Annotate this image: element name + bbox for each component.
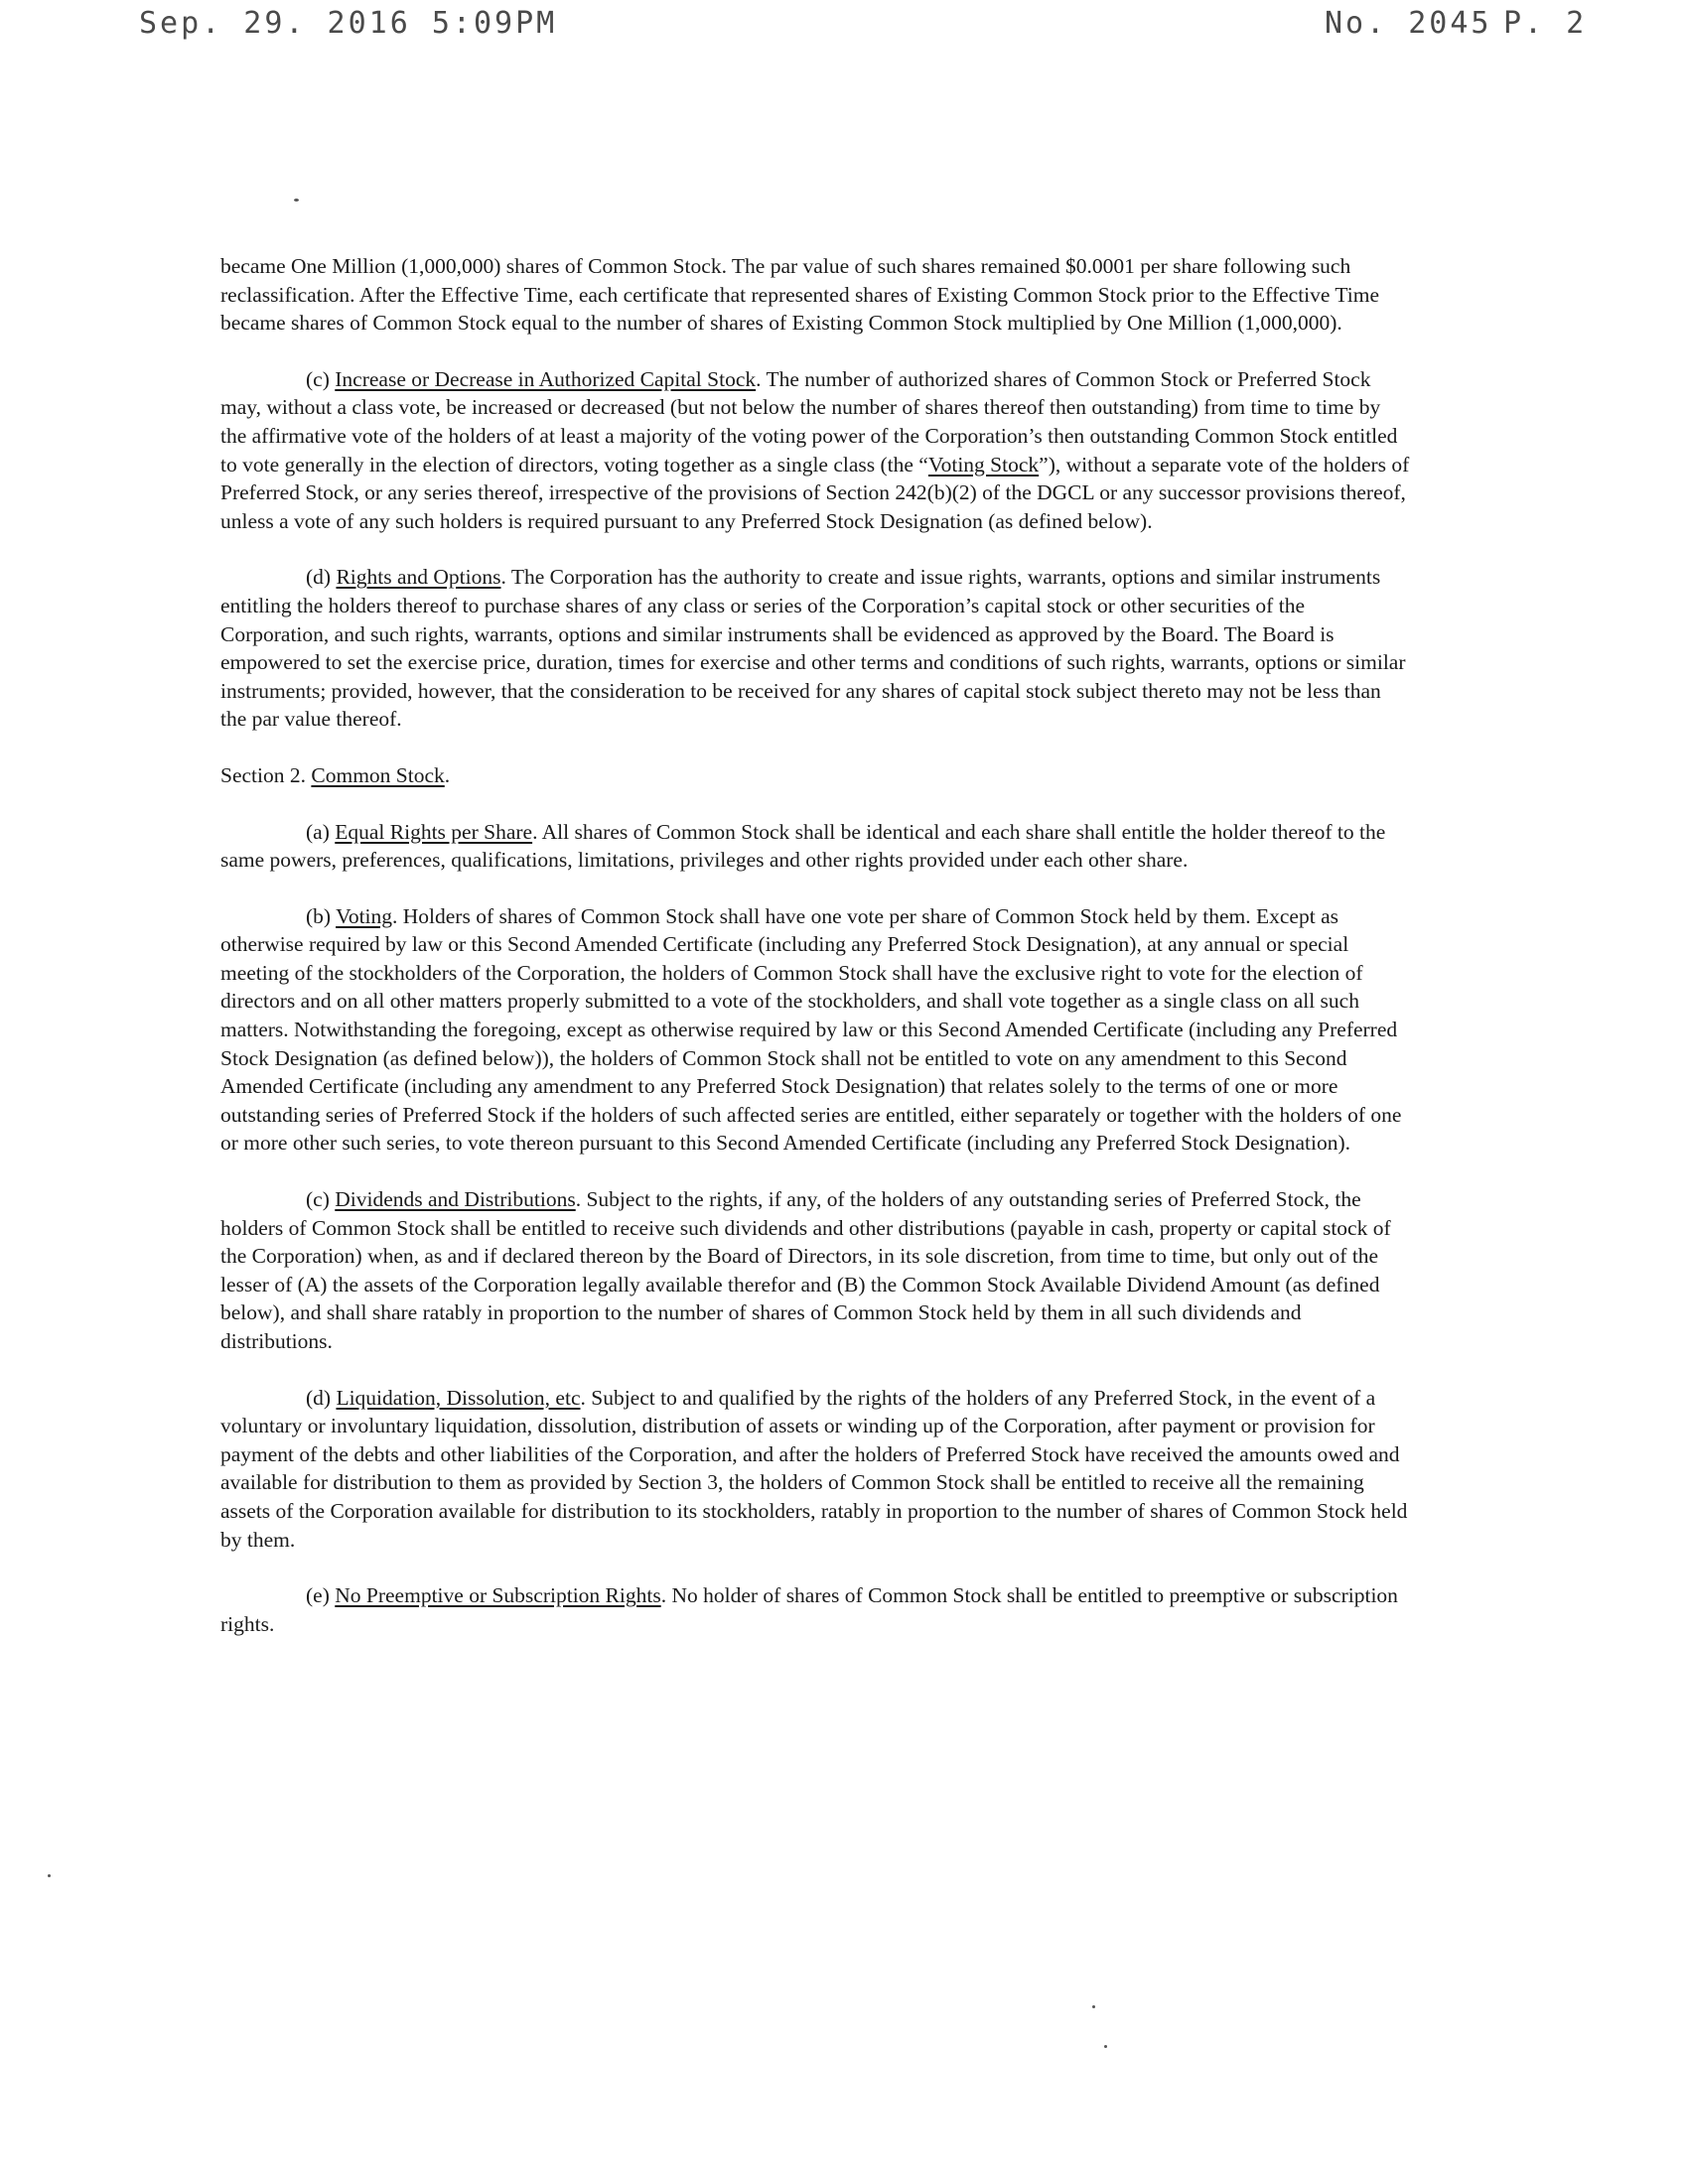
clause-heading: Equal Rights per Share — [335, 819, 533, 844]
paragraph-text: . All shares of Common Stock shall be identical and each share shall entitle the holder thereof to the same powers, preferences, qualifications, limitations, privileges and other rights provided under each other share. — [220, 819, 1386, 873]
paragraph-equal-rights — [220, 818, 1410, 875]
clause-label: (c) — [306, 366, 336, 391]
fax-number: No. 2045 — [1325, 6, 1492, 41]
paragraph-text: . Subject to the rights, if any, of the holders of any outstanding series of Preferred Stock, the holders of Common Stock shall be entitled to receive such dividends and other distributions (payable in cash, property or capital stock of the Corporation) when, as and if declared thereon by the Board of Directors, in its sole discretion, from time to time, but only out of the lesser of (A) the assets of the Corporation legally available therefor and (B) the Common Stock Available Dividend Amount (as defined below), and shall share ratably in proportion to the number of shares of Common Stock held by them in all such dividends and distributions. — [220, 1187, 1391, 1353]
document-body — [220, 252, 1410, 1666]
fax-header — [0, 6, 1688, 46]
clause-label: (a) — [306, 819, 336, 844]
clause-heading: Dividends and Distributions — [335, 1187, 576, 1212]
clause-heading: Voting — [336, 903, 393, 928]
scan-speck — [294, 199, 299, 202]
scan-speck — [1092, 2005, 1095, 2008]
paragraph-capital-stock-change — [220, 365, 1410, 536]
paragraph-text: . The number of authorized shares of Common Stock or Preferred Stock may, without a class vote, be increased or decreased (but not below the number of shares thereof then outstanding) from time to time by the affirmative vote of the holders of at least a majority of the voting power of the Corporation’s then outstanding Common Stock entitled to vote generally in the election of directors, voting together as a single class (the “ — [220, 366, 1398, 477]
section-heading — [220, 761, 1410, 790]
paragraph-text: ”), without a separate vote of the holders of Preferred Stock, or any series thereof, irrespective of the provisions of Section 242(b)(2) of the DGCL or any successor provisions thereof, unless a vote of any such holders is required pursuant to any Preferred Stock Designation (as defined below). — [220, 452, 1410, 533]
section-title-text: Common Stock — [311, 762, 445, 787]
scan-speck — [48, 1874, 51, 1877]
paragraph-text: . Holders of shares of Common Stock shall have one vote per share of Common Stock held by them. Except as otherwise required by law or this Second Amended Certificate (including any Preferred Stock Designation), at any annual or special meeting of the stockholders of the Corporation, the holders of Common Stock shall have the exclusive right to vote for the election of directors and on all other matters properly submitted to a vote of the stockholders, and shall vote together as a single class on all such matters. Notwithstanding the foregoing, except as otherwise required by law or this Second Amended Certificate (including any Preferred Stock Designation (as defined below)), the holders of Common Stock shall not be entitled to vote on any amendment to this Second Amended Certificate (including any amendment to any Preferred Stock Designation) that relates solely to the terms of one or more outstanding series of Preferred Stock if the holders of such affected series are entitled, either separately or together with the holders of one or more other such series, to vote thereon pursuant to this Second Amended Certificate (including any Preferred Stock Designation). — [220, 903, 1402, 1156]
paragraph-continuation — [220, 252, 1410, 338]
paragraph-text: . No holder of shares of Common Stock shall be entitled to preemptive or subscription rights. — [220, 1583, 1398, 1636]
paragraph-voting — [220, 902, 1410, 1158]
fax-page-number: P. 2 — [1503, 6, 1588, 41]
fax-date-time: Sep. 29. 2016 5:09PM — [139, 6, 558, 41]
clause-heading: No Preemptive or Subscription Rights — [335, 1583, 661, 1608]
clause-label: (c) — [306, 1187, 336, 1212]
clause-label: (d) — [306, 565, 337, 590]
defined-term: Voting Stock — [927, 452, 1040, 477]
clause-heading: Increase or Decrease in Authorized Capital Stock — [335, 366, 757, 391]
clause-label: (b) — [306, 903, 337, 928]
section-label: Section 2. — [220, 762, 312, 787]
scan-speck — [1104, 2045, 1107, 2048]
paragraph-liquidation — [220, 1384, 1410, 1555]
section-title-end: . — [444, 762, 451, 787]
paragraph-rights-options — [220, 563, 1410, 734]
paragraph-text: . Subject to and qualified by the rights of the holders of any Preferred Stock, in the event of a voluntary or involuntary liquidation, dissolution, distribution of assets or winding up of the Corporation, after payment or provision for payment of the debts and other liabilities of the Corporation, and after the holders of Preferred Stock have received the amounts owed and available for distribution to them as provided by Section 3, the holders of Common Stock shall be entitled to receive all the remaining assets of the Corporation available for distribution to its stockholders, ratably in proportion to the number of shares of Common Stock held by them. — [220, 1385, 1408, 1552]
paragraph-dividends — [220, 1185, 1410, 1356]
paragraph-preemptive-rights — [220, 1581, 1410, 1638]
clause-label: (d) — [306, 1385, 337, 1410]
clause-heading: Liquidation, Dissolution, etc — [336, 1385, 581, 1410]
paragraph-text: became One Million (1,000,000) shares of Common Stock. The par value of such shares remained $0.0001 per share following such reclassification. After the Effective Time, each certificate that represented shares of Existing Common Stock prior to the Effective Time became shares of Common Stock equal to the number of shares of Existing Common Stock multiplied by One Million (1,000,000). — [220, 254, 1380, 336]
clause-label: (e) — [306, 1583, 336, 1608]
clause-heading: Rights and Options — [336, 565, 501, 590]
paragraph-text: . The Corporation has the authority to create and issue rights, warrants, options and similar instruments entitling the holders thereof to purchase shares of any class or series of the Corporation’s capital stock or other securities of the Corporation, and such rights, warrants, options and similar instruments shall be evidenced as approved by the Board. The Board is empowered to set the exercise price, duration, times for exercise and other terms and conditions of such rights, warrants, options or similar instruments; provided, however, that the consideration to be received for any shares of capital stock subject thereto may not be less than the par value thereof. — [220, 565, 1406, 732]
